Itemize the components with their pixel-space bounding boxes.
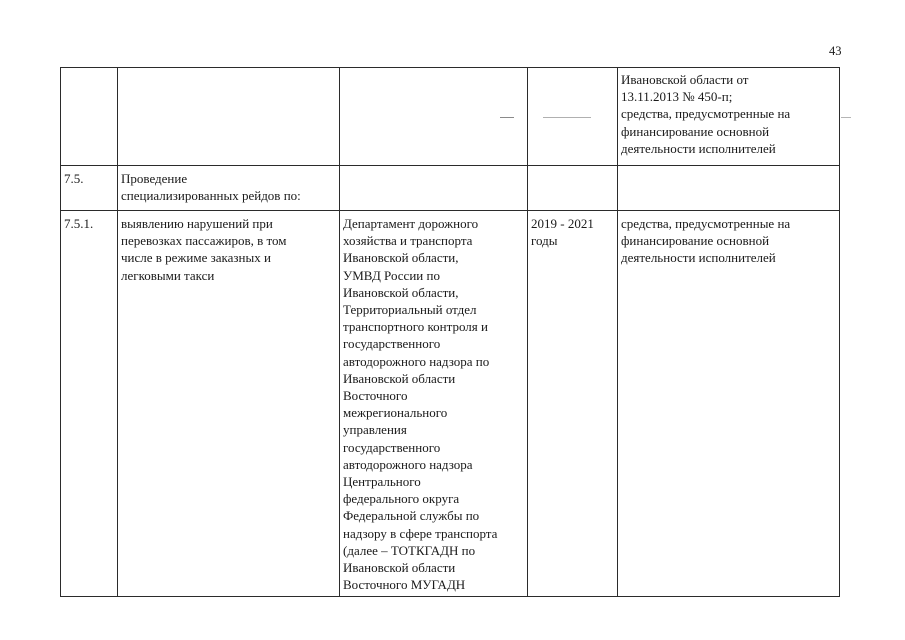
text-line: транспортного контроля и <box>343 319 488 335</box>
text-line: хозяйства и транспорта <box>343 233 473 249</box>
text-line: федерального округа <box>343 491 460 507</box>
text-line: средства, предусмотренные на <box>621 106 791 122</box>
text-line: Департамент дорожного <box>343 216 479 231</box>
cell-number: 7.5.1. <box>61 211 118 597</box>
scan-artifact <box>500 117 514 118</box>
measures-table <box>60 67 840 597</box>
cell-funding <box>618 211 840 597</box>
text-line: автодорожного надзора <box>343 456 473 472</box>
text-line: Ивановской области от <box>621 72 749 87</box>
cell-funding <box>618 68 840 166</box>
text-line: годы <box>531 233 558 249</box>
table-row <box>61 68 840 166</box>
text-line: специализированных рейдов по: <box>121 188 301 204</box>
text-line: межрегионального <box>343 405 448 421</box>
cell-period <box>528 166 618 211</box>
text-line: Проведение <box>121 171 188 186</box>
cell-executor <box>340 166 528 211</box>
text-line: деятельности исполнителей <box>621 250 776 266</box>
cell-executor <box>340 211 528 597</box>
text-line: средства, предусмотренные на <box>621 216 791 231</box>
cell-number: 7.5. <box>61 166 118 211</box>
text-line: государственного <box>343 439 441 455</box>
table-row <box>61 166 840 211</box>
text-line: Восточного МУГАДН <box>343 577 466 593</box>
text-line: легковыми такси <box>121 267 215 283</box>
text-line: финансирование основной <box>621 233 770 249</box>
text-line: 2019 - 2021 <box>531 216 594 231</box>
text-line: Ивановской области <box>343 560 456 576</box>
scan-artifact <box>841 117 851 118</box>
scan-artifact <box>543 117 591 118</box>
text-line: государственного <box>343 336 441 352</box>
text-line: Ивановской области, <box>343 284 459 300</box>
text-line: финансирование основной <box>621 123 770 139</box>
text-line: надзору в сфере транспорта <box>343 525 498 541</box>
text-line: перевозках пассажиров, в том <box>121 233 287 249</box>
text-line: Территориальный отдел <box>343 302 477 318</box>
cell-period <box>528 211 618 597</box>
text-line: выявлению нарушений при <box>121 216 273 231</box>
cell-event <box>118 166 340 211</box>
text-line: Ивановской области, <box>343 250 459 266</box>
text-line: Федеральной службы по <box>343 508 480 524</box>
cell-funding <box>618 166 840 211</box>
cell-number <box>61 68 118 166</box>
cell-event <box>118 211 340 597</box>
text-line: 13.11.2013 № 450-п; <box>621 89 733 105</box>
text-line: (далее – ТОТКГАДН по <box>343 542 476 558</box>
cell-event <box>118 68 340 166</box>
text-line: числе в режиме заказных и <box>121 250 271 266</box>
text-line: Ивановской области <box>343 370 456 386</box>
text-line: автодорожного надзора по <box>343 353 490 369</box>
text-line: Восточного <box>343 388 408 404</box>
text-line: управления <box>343 422 407 438</box>
text-line: УМВД России по <box>343 267 440 283</box>
page-number: 43 <box>829 44 842 58</box>
text-line: Центрального <box>343 474 421 490</box>
table-row <box>61 211 840 597</box>
text-line: деятельности исполнителей <box>621 140 776 156</box>
